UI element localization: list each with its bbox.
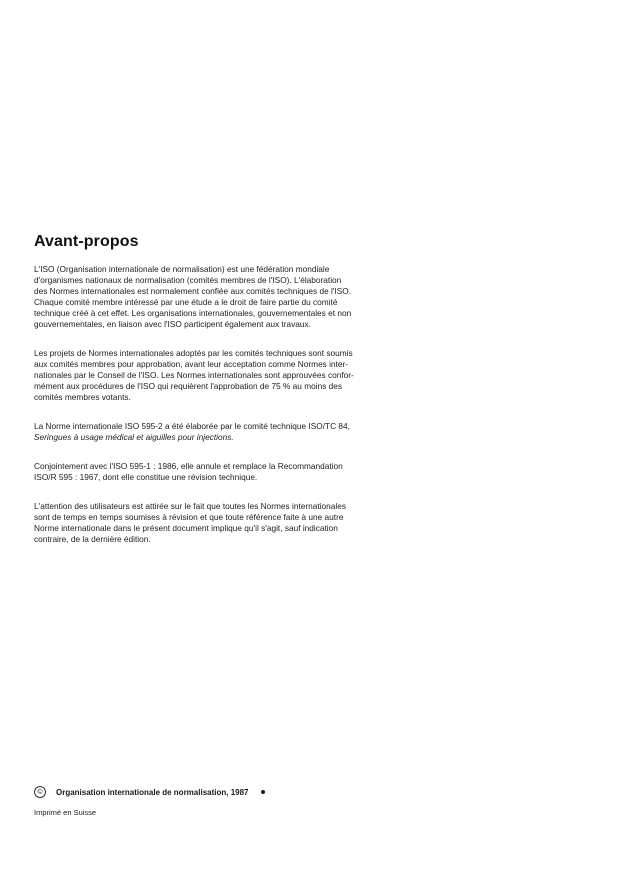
text-line: contraire, de la dernière édition. [34, 534, 151, 544]
paragraph-replacement [34, 461, 380, 483]
text-line: Chaque comité membre intéressé par une étude a le droit de faire partie du comité [34, 297, 338, 307]
text-line: Conjointement avec l'ISO 595-1 : 1986, elle annule et remplace la Recommandation [34, 461, 343, 471]
copyright-notice [34, 786, 265, 798]
text-line: ISO/R 595 : 1967, dont elle constitue une révision technique. [34, 472, 258, 482]
printed-in: Imprimé en Suisse [34, 808, 97, 817]
copyright-icon: © [34, 786, 46, 798]
paragraph-iso-intro [34, 264, 380, 330]
text-line: comités membres votants. [34, 392, 131, 402]
paragraph-technical-committee [34, 421, 380, 443]
text-line: mément aux procédures de l'ISO qui requièrent l'approbation de 75 % au moins des [34, 381, 343, 391]
text-line: technique créé à cet effet. Les organisations internationales, gouvernementales et non [34, 308, 352, 318]
paragraph-approval [34, 348, 380, 403]
text-line: L'attention des utilisateurs est attirée sur le fait que toutes les Normes internationales [34, 501, 346, 511]
text-line: L'ISO (Organisation internationale de normalisation) est une fédération mondiale [34, 264, 330, 274]
committee-title: Seringues à usage médical et aiguilles pour injections. [34, 432, 234, 442]
text-line: gouvernementales, en liaison avec l'ISO participent également aux travaux. [34, 319, 311, 329]
text-line: Norme internationale dans le présent document implique qu'il s'agit, sauf indication [34, 523, 338, 533]
text-line: nationales par le Conseil de l'ISO. Les Normes internationales sont approuvées confor- [34, 370, 354, 380]
text-line: d'organismes nationaux de normalisation (comités membres de l'ISO). L'élaboration [34, 275, 342, 285]
foreword-body [34, 264, 380, 563]
text-line: La Norme internationale ISO 595-2 a été élaborée par le comité technique ISO/TC 84, [34, 421, 350, 431]
text-line: aux comités membres pour approbation, avant leur acceptation comme Normes inter- [34, 359, 349, 369]
paragraph-revision-notice [34, 501, 380, 545]
text-line: sont de temps en temps soumises à révision et que toute référence faite à une autre [34, 512, 344, 522]
copyright-text: Organisation internationale de normalisation, 1987 [56, 787, 249, 797]
text-line: des Normes internationales est normalement confiée aux comités techniques de l'ISO. [34, 286, 352, 296]
text-line: Les projets de Normes internationales adoptés par les comités techniques sont soumis [34, 348, 353, 358]
bullet-dot-icon [261, 790, 265, 794]
page-title: Avant-propos [34, 233, 139, 250]
